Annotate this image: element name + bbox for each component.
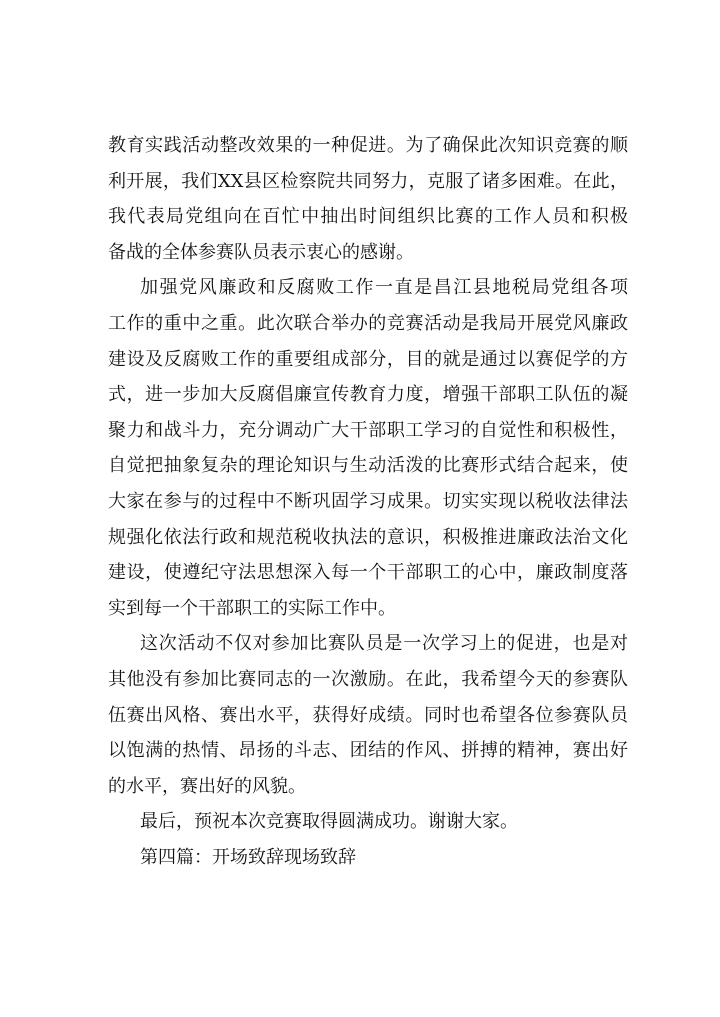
text-line: 备战的全体参赛队员表示衷心的感谢。: [108, 241, 414, 263]
text-line: 工作的重中之重。此次联合举办的竞赛活动是我局开展党风廉政: [108, 312, 628, 334]
text-line: 聚力和战斗力，充分调动广大干部职工学习的自觉性和积极性，: [108, 419, 628, 441]
text-line: 伍赛出风格、赛出水平，获得好成绩。同时也希望各位参赛队员: [108, 704, 628, 726]
text-line: 自觉把抽象复杂的理论知识与生动活泼的比赛形式结合起来，使: [108, 455, 628, 477]
text-line: 利开展，我们XX县区检察院共同努力，克服了诸多困难。在此，: [108, 170, 628, 192]
text-line: 我代表局党组向在百忙中抽出时间组织比赛的工作人员和积极: [108, 206, 628, 228]
paragraph-first-line: 最后，预祝本次竞赛取得圆满成功。谢谢大家。: [140, 811, 518, 833]
text-line: 建设，使遵纪守法思想深入每一个干部职工的心中，廉政制度落: [108, 562, 628, 584]
paragraph-first-line: 加强党风廉政和反腐败工作一直是昌江县地税局党组各项: [140, 277, 628, 299]
text-line: 的水平，赛出好的风貌。: [108, 775, 306, 797]
paragraph-first-line: 这次活动不仅对参加比赛队员是一次学习上的促进，也是对: [140, 633, 628, 655]
text-line: 规强化依法行政和规范税收执法的意识，积极推进廉政法治文化: [108, 526, 628, 548]
text-line: 教育实践活动整改效果的一种促进。为了确保此次知识竞赛的顺: [108, 135, 628, 156]
text-line: 以饱满的热情、昂扬的斗志、团结的作风、拼搏的精神，赛出好: [108, 740, 628, 762]
text-line: 建设及反腐败工作的重要组成部分，目的就是通过以赛促学的方: [108, 348, 628, 370]
text-line: 实到每一个干部职工的实际工作中。: [108, 597, 396, 619]
section-heading: 第四篇：开场致辞现场致辞: [140, 846, 356, 868]
document-body: [108, 128, 628, 875]
text-line: 大家在参与的过程中不断巩固学习成果。切实实现以税收法律法: [108, 490, 628, 512]
text-line: 式，进一步加大反腐倡廉宣传教育力度，增强干部职工队伍的凝: [108, 384, 628, 406]
text-line: 其他没有参加比赛同志的一次激励。在此，我希望今天的参赛队: [108, 668, 628, 690]
